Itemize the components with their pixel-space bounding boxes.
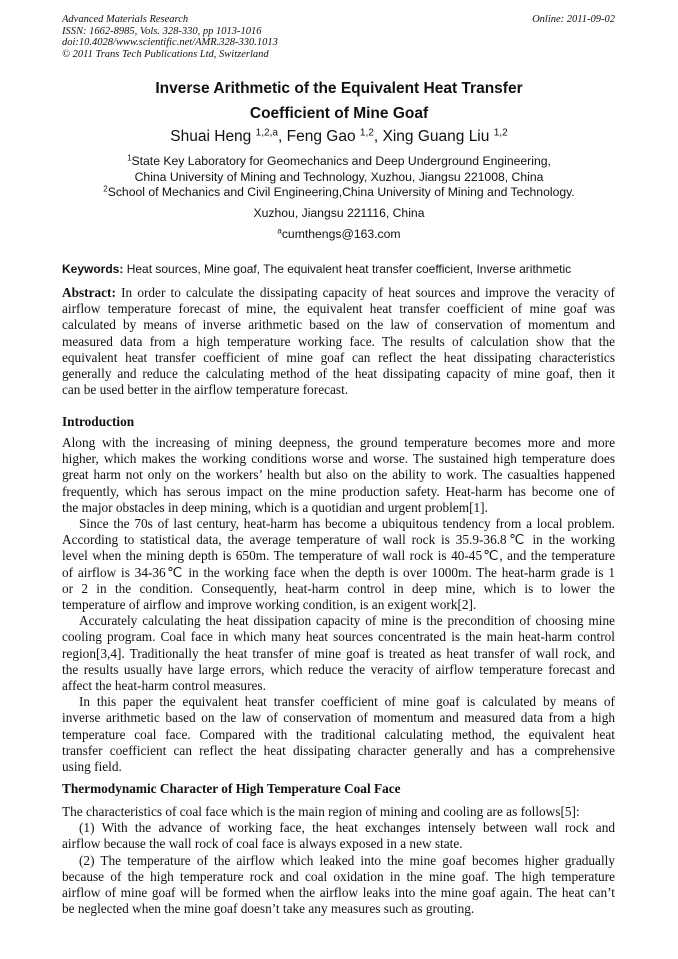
abstract-text: In order to calculate the dissipating capacity of heat sources and improve the veracity of bbox=[115, 285, 615, 300]
text-line: Accurately calculating the heat dissipation capacity of mine is the precondition of choosing mine bbox=[79, 613, 615, 629]
text-line: of airflow is 34-36℃ in the working face when the depth is over 1000m. The heat-harm grade is 1 bbox=[62, 564, 615, 580]
paragraph bbox=[62, 694, 615, 775]
text-line bbox=[62, 285, 615, 301]
copyright: © 2011 Trans Tech Publications Ltd, Switzerland bbox=[62, 48, 269, 60]
text-line: transfer coefficient can reflect the heat dissipating character generally and has a comprehensive bbox=[62, 742, 615, 758]
keywords bbox=[62, 262, 571, 276]
email-sup: a bbox=[277, 226, 282, 236]
abstract-label: Abstract: bbox=[62, 285, 116, 300]
text-line: great harm not only on the workers’ health but also on the ability to work. The casualties happened bbox=[62, 467, 615, 483]
author-name: Feng Gao bbox=[286, 128, 356, 145]
text-line: can be used better in the airflow temperature forecast. bbox=[62, 382, 349, 398]
email-address: cumthengs@163.com bbox=[281, 227, 401, 241]
text-line: measured data from a high temperature working face. The results of calculation show that the bbox=[62, 333, 615, 349]
author-sup: 1,2 bbox=[493, 127, 508, 139]
paragraph bbox=[62, 853, 615, 918]
author-sup: 1,2,a bbox=[255, 127, 279, 139]
paragraph bbox=[62, 613, 615, 694]
issn: ISSN: 1662-8985, Vols. 328-330, pp 1013-1016 bbox=[62, 25, 262, 37]
paragraph bbox=[62, 435, 615, 516]
text-line: frequently, which has serous impact on the mine production safety. Heat-harm has become one of bbox=[62, 483, 615, 499]
aff-sup: 1 bbox=[127, 153, 132, 163]
affiliation-2-line-2: Xuzhou, Jiangsu 221116, China bbox=[253, 206, 425, 220]
author-name: Xing Guang Liu bbox=[382, 128, 490, 145]
aff-text: School of Mechanics and Civil Engineering,China University of Mining and Technology. bbox=[107, 185, 575, 199]
text-line: level when the mining depth is 650m. The temperature of wall rock is 40-45℃, and the temperature bbox=[62, 548, 615, 564]
text-line: cooling program. Coal face in which many heat sources concentrated is the main heat-harm control bbox=[62, 629, 615, 645]
text-line: temperature coal face. Compared with the traditional calculating method, the equivalent heat bbox=[62, 726, 615, 742]
text-line: airflow temperature forecast of mine, the equivalent heat transfer coefficient of mine goaf was bbox=[62, 301, 615, 317]
author-sep: , bbox=[278, 128, 287, 145]
text-line: region[3,4]. Traditionally the heat transfer of mine goaf is treated as heat transfer of wall rock, and bbox=[62, 645, 615, 661]
affiliation-2 bbox=[0, 185, 678, 201]
aff-text: State Key Laboratory for Geomechanics and Deep Underground Engineering, bbox=[131, 154, 551, 168]
author-sep: , bbox=[373, 128, 383, 145]
text-line: The characteristics of coal face which is the main region of mining and cooling are as follows[5]: bbox=[62, 804, 580, 819]
section-heading-thermodynamic: Thermodynamic Character of High Temperature Coal Face bbox=[62, 781, 401, 796]
text-line: using field. bbox=[62, 759, 122, 775]
text-line: inverse arithmetic based on the law of conservation of momentum and measured data from a high bbox=[62, 710, 615, 726]
text-line: be neglected when the mine goaf doesn’t take any measures such as grouting. bbox=[62, 901, 475, 917]
affiliation-1 bbox=[0, 154, 678, 170]
paragraph bbox=[62, 804, 615, 820]
keywords-text: Heat sources, Mine goaf, The equivalent heat transfer coefficient, Inverse arithmetic bbox=[123, 262, 572, 276]
text-line: airflow of mine goaf will be formed when the airflow leaks into the mine goaf again. The heat can’t bbox=[62, 885, 615, 901]
title-line-2: Coefficient of Mine Goaf bbox=[249, 105, 429, 122]
text-line: the major obstacles in deep mining, which is a quotidian and urgent problem[1]. bbox=[62, 499, 488, 515]
email bbox=[0, 227, 678, 241]
doi: doi:10.4028/www.scientific.net/AMR.328-330.1013 bbox=[62, 37, 278, 49]
keywords-label: Keywords: bbox=[62, 262, 124, 276]
journal-name: Advanced Materials Research bbox=[62, 14, 189, 25]
text-line: (2) The temperature of the airflow which leaked into the mine goaf becomes higher gradually bbox=[79, 852, 615, 868]
text-line: (1) With the advance of working face, the heat exchanges intensely between wall rock and bbox=[79, 820, 615, 836]
paragraph bbox=[62, 820, 615, 852]
introduction-body bbox=[62, 435, 615, 775]
text-line: According to statistical data, the average temperature of wall rock is 35.9-36.8℃ in the working bbox=[62, 532, 615, 548]
title-line-1: Inverse Arithmetic of the Equivalent Heat Transfer bbox=[155, 80, 523, 97]
text-line: affect the heat-harm control measures. bbox=[62, 678, 266, 694]
text-line: calculated by means of inverse arithmetic based on the law of conservation of momentum and bbox=[62, 317, 615, 333]
text-line: generally and reduce the calculating method of the heat dissipating capacity of mine goaf, then it bbox=[62, 366, 615, 382]
aff-sup: 2 bbox=[103, 184, 108, 194]
text-line: airflow because the wall rock of coal face is always exposed in a new state. bbox=[62, 836, 463, 852]
section-heading-introduction: Introduction bbox=[62, 414, 135, 429]
thermodynamic-body bbox=[62, 804, 615, 917]
authors bbox=[0, 128, 678, 146]
affiliation-1-line-2: China University of Mining and Technology, Xuzhou, Jiangsu 221008, China bbox=[134, 169, 544, 184]
text-line: equivalent heat transfer coefficient of mine goaf can reflect the heat dissipating characteristics bbox=[62, 349, 615, 365]
online-date: Online: 2011-09-02 bbox=[532, 14, 615, 25]
affiliations bbox=[0, 154, 678, 201]
text-line: because of the high temperature rock and coal oxidation in the mine goaf. The high temperature bbox=[62, 868, 615, 884]
abstract bbox=[62, 285, 615, 398]
text-line: Since the 70s of last century, heat-harm has become a ubiquitous tendency from a local problem. bbox=[79, 516, 615, 532]
text-line: higher, which makes the working conditions worse and worse. The sustained high temperature does bbox=[62, 451, 615, 467]
text-line: Along with the increasing of mining deepness, the ground temperature becomes more and more bbox=[62, 435, 615, 450]
journal-header bbox=[62, 14, 278, 60]
author-sup: 1,2 bbox=[359, 127, 374, 139]
text-line: In this paper the equivalent heat transfer coefficient of mine goaf is calculated by means of bbox=[79, 694, 615, 710]
paragraph bbox=[62, 516, 615, 613]
text-line: temperature of airflow and improve working condition, is an exigent work[2]. bbox=[62, 597, 477, 613]
text-line: the results usually have large errors, which reduce the veracity of airflow temperature forecast and bbox=[62, 661, 615, 677]
author-name: Shuai Heng bbox=[170, 128, 252, 145]
text-line: or 2 in the condition. Consequently, heat-harm control in deep mine, which is to lower the bbox=[62, 580, 615, 596]
